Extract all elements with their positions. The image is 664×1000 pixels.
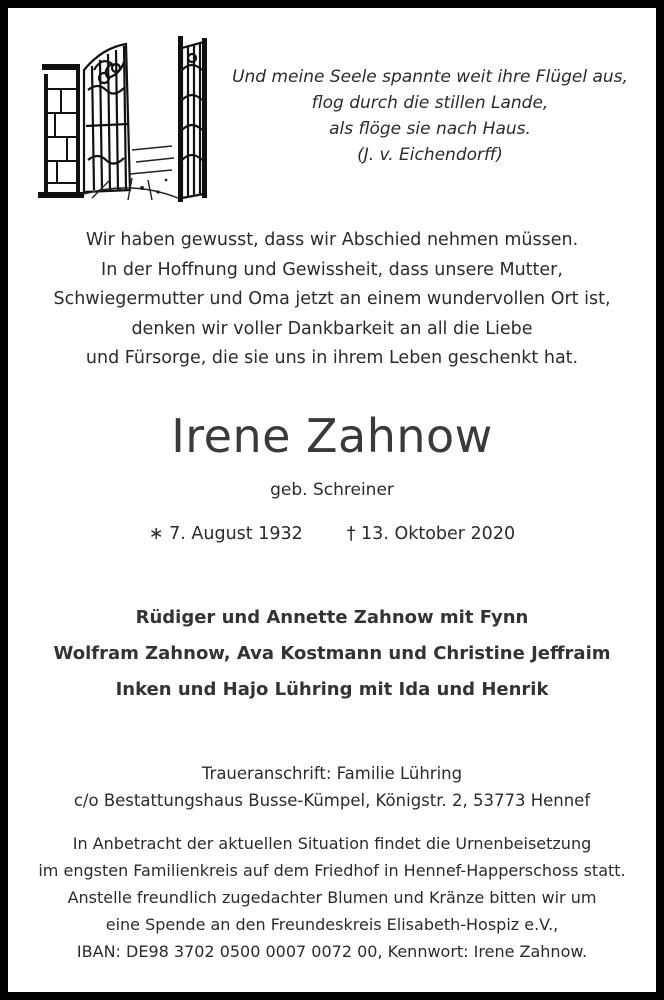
notes-block: [8, 830, 656, 965]
quote-block: [220, 64, 640, 168]
note-line: im engsten Familienkreis auf dem Friedhof in Hennef-Happerschoss statt.: [38, 861, 626, 880]
intro-line: denken wir voller Dankbarkeit an all die Liebe: [131, 318, 533, 339]
address-line: c/o Bestattungshaus Busse-Kümpel, Königstr. 2, 53773 Hennef: [73, 791, 591, 810]
quote-line: Und meine Seele spannte weit ihre Flügel aus,: [232, 67, 628, 87]
birth-date: ∗ 7. August 1932: [148, 524, 303, 544]
note-line: In Anbetracht der aktuellen Situation findet die Urnenbeisetzung: [72, 834, 592, 853]
intro-line: In der Hoffnung und Gewissheit, dass unsere Mutter,: [101, 259, 563, 280]
birth-name: geb. Schreiner: [270, 480, 394, 500]
death-date: † 13. Oktober 2020: [346, 524, 516, 544]
note-line: Anstelle freundlich zugedachter Blumen und Kränze bitten wir um: [67, 888, 597, 907]
note-line: eine Spende an den Freundeskreis Elisabeth-Hospiz e.V.,: [105, 915, 559, 934]
garden-gate-icon: [32, 30, 222, 206]
deceased-name: Irene Zahnow: [171, 409, 493, 463]
obituary-card: [8, 8, 656, 992]
mourners-list: [8, 600, 656, 708]
address-line: Traueranschrift: Familie Lühring: [201, 764, 463, 783]
intro-line: und Fürsorge, die sie uns in ihrem Leben geschenkt hat.: [85, 348, 579, 368]
mourner-line: Wolfram Zahnow, Ava Kostmann und Christine Jeffraim: [53, 643, 611, 664]
note-line: IBAN: DE98 3702 0500 0007 0072 00, Kennwort: Irene Zahnow.: [76, 942, 588, 961]
life-dates: [8, 521, 656, 547]
intro-line: Wir haben gewusst, dass wir Abschied nehmen müssen.: [85, 230, 579, 250]
mourner-line: Rüdiger und Annette Zahnow mit Fynn: [135, 607, 529, 628]
quote-author: (J. v. Eichendorff): [357, 145, 503, 165]
mourning-address: [8, 760, 656, 814]
intro-paragraph: [8, 226, 656, 374]
mourner-line: Inken und Hajo Lühring mit Ida und Henrik: [115, 679, 549, 700]
intro-line: Schwiegermutter und Oma jetzt an einem wundervollen Ort ist,: [53, 289, 611, 309]
quote-line: als flöge sie nach Haus.: [329, 119, 531, 139]
quote-line: flog durch die stillen Lande,: [311, 93, 549, 113]
